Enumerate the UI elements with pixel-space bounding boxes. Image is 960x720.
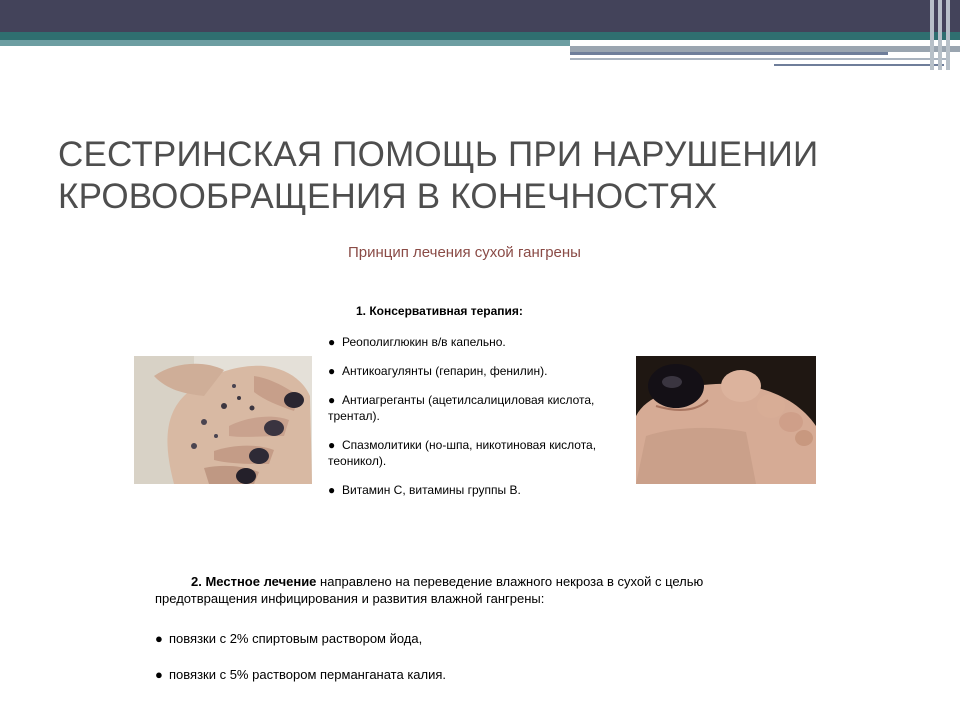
list-item: ● Витамин С, витамины группы В. bbox=[328, 483, 521, 497]
bullet-icon: ● bbox=[328, 483, 336, 497]
slide-title: СЕСТРИНСКАЯ ПОМОЩЬ ПРИ НАРУШЕНИИ КРОВООБРАЩЕНИЯ В КОНЕЧНОСТЯХ bbox=[58, 135, 819, 216]
header-accent-stripe bbox=[0, 32, 960, 40]
header-vertical-stripe bbox=[930, 0, 934, 70]
bullet-icon: ● bbox=[155, 667, 163, 682]
header-accent-stripe-light bbox=[0, 40, 570, 46]
local-treatment-list bbox=[155, 630, 755, 702]
list-item: ● повязки с 5% раствором перманганата калия. bbox=[155, 667, 447, 682]
header-accent-line bbox=[570, 52, 888, 55]
bullet-icon: ● bbox=[328, 335, 336, 349]
list-item: ● Реополиглюкин в/в капельно. bbox=[328, 335, 506, 349]
header-accent-line bbox=[570, 58, 950, 60]
header-bar bbox=[0, 0, 960, 32]
conservative-therapy-heading: 1. Консервативная терапия: bbox=[356, 304, 523, 318]
bullet-icon: ● bbox=[328, 393, 336, 407]
slide-subtitle: Принцип лечения сухой гангрены bbox=[348, 244, 581, 261]
bullet-icon: ● bbox=[328, 438, 336, 452]
hand-gangrene-photo bbox=[134, 356, 312, 484]
bullet-icon: ● bbox=[328, 364, 336, 378]
header-vertical-stripe bbox=[938, 0, 942, 70]
foot-gangrene-photo bbox=[636, 356, 816, 484]
list-item: ● повязки с 2% спиртовым раствором йода, bbox=[155, 631, 423, 646]
header-accent-line bbox=[774, 64, 944, 66]
list-item: ● Антикоагулянты (гепарин, фенилин). bbox=[328, 364, 548, 378]
conservative-therapy-list bbox=[328, 334, 618, 511]
list-item: ● Антиагреганты (ацетилсалициловая кислота, трентал). bbox=[328, 393, 595, 423]
local-treatment-heading: 2. Местное лечение bbox=[191, 574, 317, 589]
local-treatment-text: направлено на переведение влажного некроза в сухой с целью предотвращения инфицирования и развития влажной гангрены: bbox=[155, 574, 704, 606]
list-item: ● Спазмолитики (но-шпа, никотиновая кислота, теоникол). bbox=[328, 438, 597, 468]
local-treatment-paragraph bbox=[155, 573, 795, 607]
header-vertical-stripe bbox=[946, 0, 950, 70]
bullet-icon: ● bbox=[155, 631, 163, 646]
